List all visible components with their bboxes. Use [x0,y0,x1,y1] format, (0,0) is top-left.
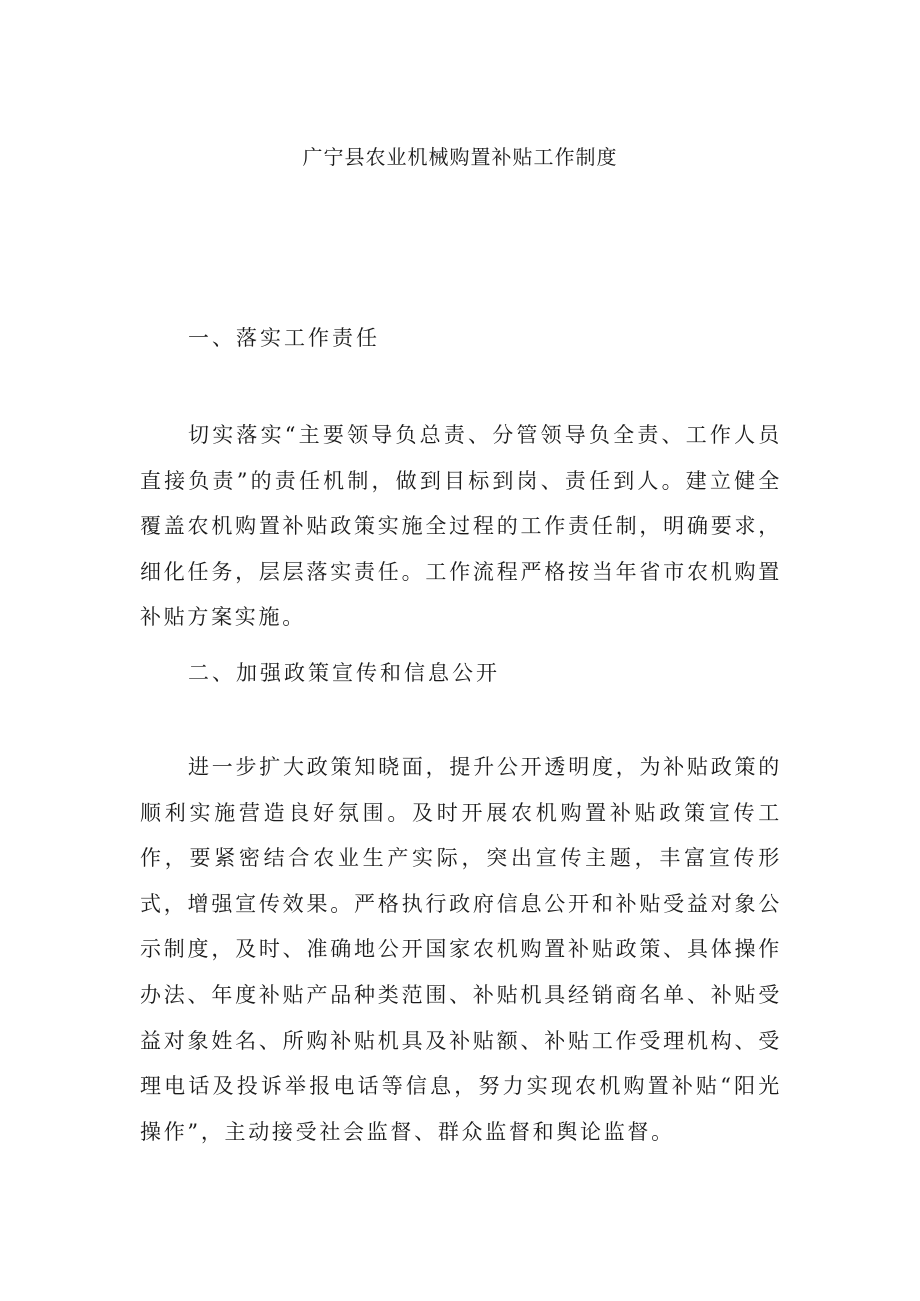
section-heading-2: 二、加强政策宣传和信息公开 [188,661,500,685]
document-title: 广宁县农业机械购置补贴工作制度 [302,145,618,169]
section-paragraph-1: 切实落实“主要领导负总责、分管领导负全责、工作人员直接负责”的责任机制，做到目标到岗、责任到人。建立健全覆盖农机购置补贴政策实施全过程的工作责任制，明确要求，细化任务，层层落实责任。工作流程严格按当年省市农机购置补贴方案实施。 [140,423,782,630]
section-paragraph-2: 进一步扩大政策知晓面，提升公开透明度，为补贴政策的顺利实施营造良好氛围。及时开展农机购置补贴政策宣传工作，要紧密结合农业生产实际，突出宣传主题，丰富宣传形式，增强宣传效果。严格执行政府信息公开和补贴受益对象公示制度，及时、准确地公开国家农机购置补贴政策、具体操作办法、年度补贴产品种类范围、补贴机具经销商名单、补贴受益对象姓名、所购补贴机具及补贴额、补贴工作受理机构、受理电话及投诉举报电话等信息，努力实现农机购置补贴“阳光操作”，主动接受社会监督、群众监督和舆论监督。 [140,755,782,1144]
section-heading-1: 一、落实工作责任 [188,326,380,350]
